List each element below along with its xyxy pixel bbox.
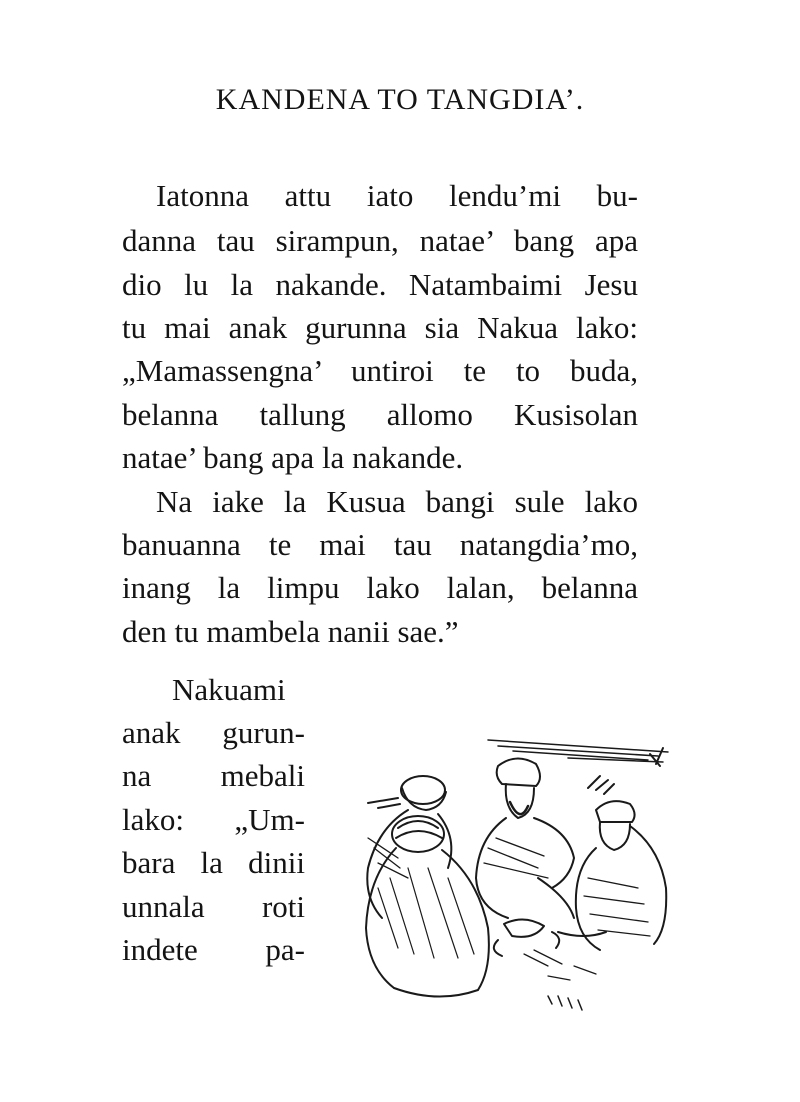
text-line: anak gurun- <box>122 715 305 750</box>
text-line: lako: „Um- <box>122 802 305 837</box>
text-line: Na iake la Kusua bangi sule lako <box>156 484 638 519</box>
text-line: Iatonna attu iato lendu’mi bu- <box>156 178 638 213</box>
text-line: unnala roti <box>122 889 305 924</box>
text-line: inang la limpu lako lalan, belanna <box>122 570 638 605</box>
text-line: tu mai anak gurunna sia Nakua lako: <box>122 310 638 345</box>
disciples-sketch-illustration <box>338 718 683 1018</box>
text-line: belanna tallung allomo Kusisolan <box>122 397 638 432</box>
text-line: indete pa- <box>122 932 305 967</box>
text-line: den tu mambela nanii sae.” <box>122 614 459 649</box>
text-line: Nakuami <box>172 672 286 707</box>
text-line: banuanna te mai tau natangdia’mo, <box>122 527 638 562</box>
text-line: „Mamassengna’ untiroi te to buda, <box>122 353 638 388</box>
text-line: na mebali <box>122 758 305 793</box>
text-line: dio lu la nakande. Natambaimi Jesu <box>122 267 638 302</box>
text-line: natae’ bang apa la nakande. <box>122 440 464 475</box>
text-line: danna tau sirampun, natae’ bang apa <box>122 223 638 258</box>
chapter-title: KANDENA TO TANGDIA’. <box>215 83 585 116</box>
text-line: bara la dinii <box>122 845 305 880</box>
